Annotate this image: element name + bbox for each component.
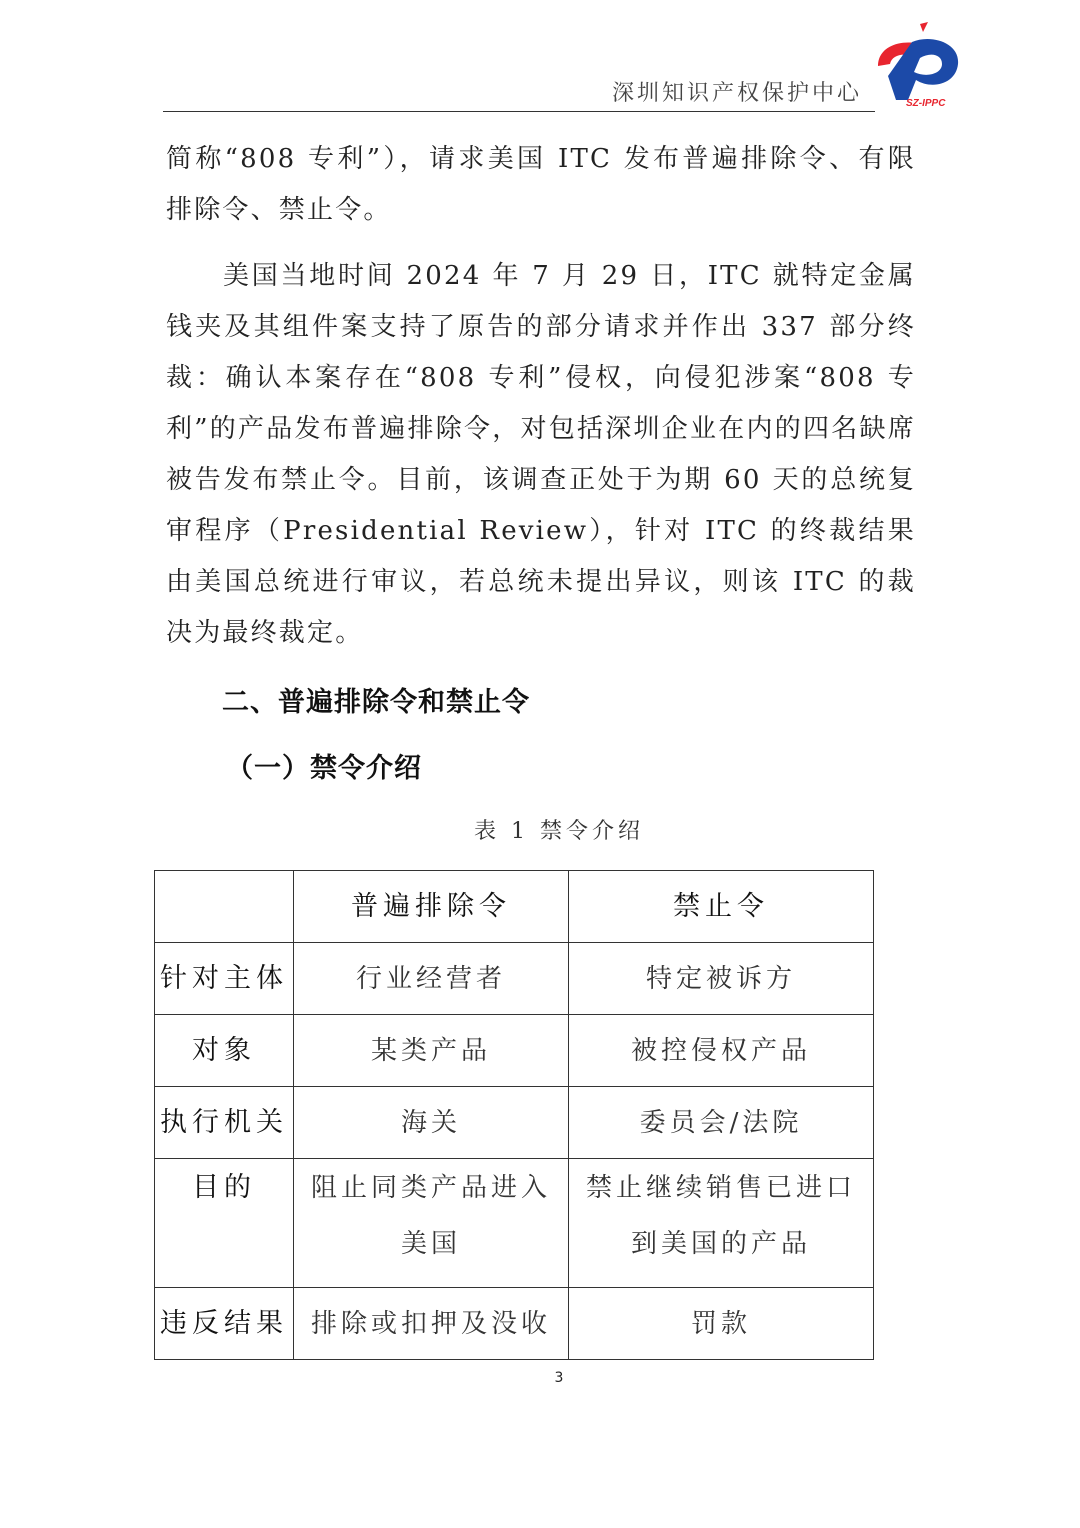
row-label: 针对主体: [155, 943, 294, 1015]
table-caption: 表 1 禁令介绍: [474, 819, 644, 844]
logo-text: SZ-IPPC: [906, 98, 946, 109]
header-divider: [163, 111, 875, 112]
subsection-heading: （一）禁令介绍: [226, 753, 422, 784]
section-heading: 二、普遍排除令和禁止令: [222, 687, 530, 718]
header-org-name: 深圳知识产权保护中心: [612, 81, 863, 106]
table-corner-cell: [155, 871, 294, 943]
table-cell: 罚款: [569, 1288, 874, 1360]
table-cell: 特定被诉方: [569, 943, 874, 1015]
table-cell: 阻止同类产品进入美国: [294, 1159, 569, 1288]
table-cell: 行业经营者: [294, 943, 569, 1015]
table-row: [155, 1087, 874, 1159]
page-number: 3: [554, 1370, 564, 1386]
row-label: 违反结果: [155, 1288, 294, 1360]
row-label: 执行机关: [155, 1087, 294, 1159]
table-row: [155, 1288, 874, 1360]
injunction-comparison-table: [154, 870, 874, 1360]
row-label: 对象: [155, 1015, 294, 1087]
table-cell: 委员会/法院: [569, 1087, 874, 1159]
paragraph-ruling: 美国当地时间 2024 年 7 月 29 日，ITC 就特定金属钱夹及其组件案支持了原告的部分请求并作出 337 部分终裁：确认本案存在“808 专利”侵权，向侵犯涉案“808 专利”的产品发布普遍排除令，对包括深圳企业在内的四名缺席被告发布禁止令。目前，该调查正处于为期 60 天的总统复审程序（Presidential Review），针对 ITC 的终裁结果由美国总统进行审议，若总统未提出异议，则该 ITC 的裁决为最终裁定。: [166, 261, 916, 648]
paragraph-continuation: 简称“808 专利”），请求美国 ITC 发布普遍排除令、有限排除令、禁止令。: [166, 144, 916, 225]
column-header-general-exclusion-order: 普遍排除令: [294, 871, 569, 943]
sz-ippc-logo: [868, 18, 968, 110]
row-label: 目的: [155, 1159, 294, 1288]
table-cell: 海关: [294, 1087, 569, 1159]
table-row: [155, 1015, 874, 1087]
table-row: [155, 1159, 874, 1288]
table-header-row: [155, 871, 874, 943]
table-row: [155, 943, 874, 1015]
column-header-cease-and-desist-order: 禁止令: [569, 871, 874, 943]
table-cell: 排除或扣押及没收: [294, 1288, 569, 1360]
table-cell: 禁止继续销售已进口到美国的产品: [569, 1159, 874, 1288]
table-cell: 被控侵权产品: [569, 1015, 874, 1087]
table-cell: 某类产品: [294, 1015, 569, 1087]
